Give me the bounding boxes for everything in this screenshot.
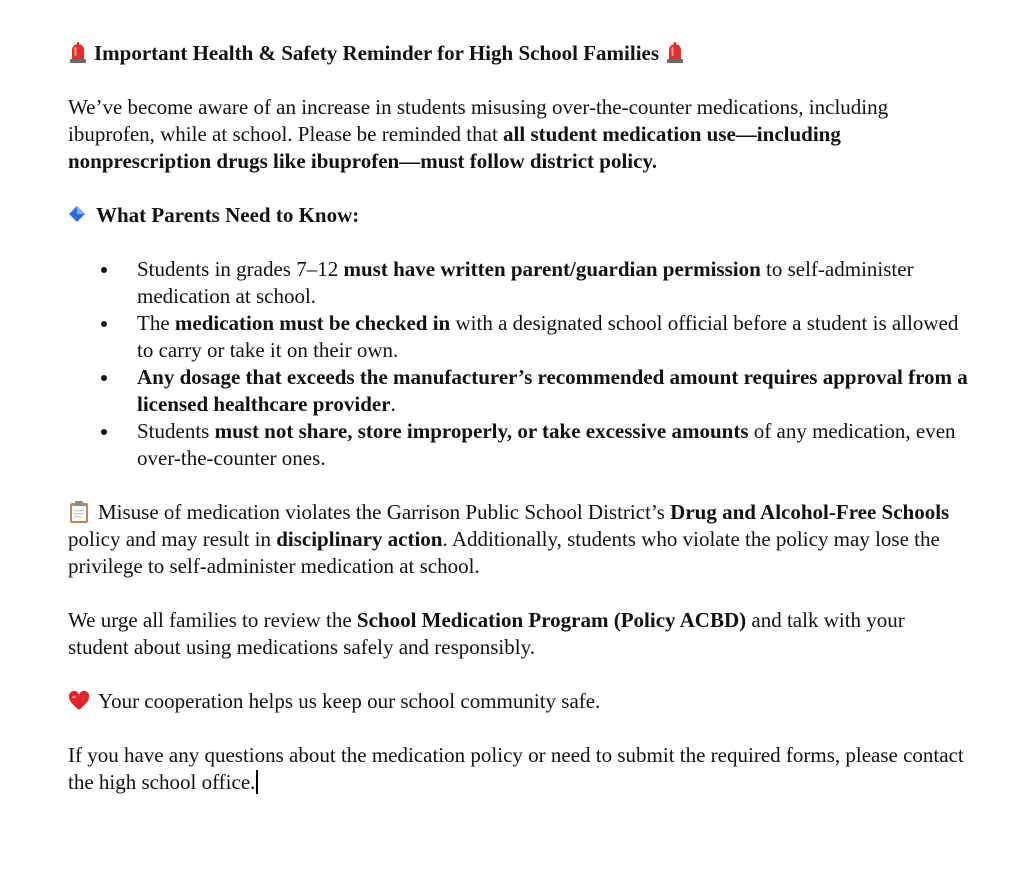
item-text: of any medication, even over-the-counter ones.: [137, 419, 956, 470]
bullet: [101, 321, 107, 327]
misuse-text: . Additionally, students who violate the policy may lose the privilege to self-administer medication at school.: [68, 527, 940, 579]
item-text: The: [137, 311, 175, 335]
misuse-text: Misuse of medication violates the Garrison Public School District’s: [98, 500, 671, 524]
disciplinary-emphasis: disciplinary action: [276, 527, 443, 552]
list-item: [68, 418, 968, 472]
intro-policy-emphasis: all student medication use—including nonprescription drugs like ibuprofen—must follow district policy.: [68, 122, 841, 173]
clipboard-icon: [68, 500, 90, 524]
urge-text: and talk with your student about using medications safely and responsibly.: [68, 608, 905, 660]
bullet: [101, 267, 107, 273]
list-item: [68, 364, 968, 418]
cooperation-line: [68, 688, 968, 715]
misuse-text: policy and may result in: [68, 527, 277, 552]
text-cursor: [256, 770, 258, 794]
list-item: [68, 256, 968, 310]
bullet: [101, 375, 107, 381]
intro-text: We’ve become aware of an increase in students misusing over-the-counter medications, including ibuprofen, while at school. Please be reminded that: [68, 95, 889, 146]
siren-icon: [68, 41, 88, 63]
page-title: Important Health & Safety Reminder for High School Families: [94, 41, 660, 65]
intro-paragraph: [68, 94, 968, 175]
item-emphasis: must not share, store improperly, or take excessive amounts: [214, 419, 749, 443]
policy-name-emphasis: Drug and Alcohol-Free Schools: [670, 500, 950, 524]
item-text: .: [390, 392, 396, 416]
item-emphasis: must have written parent/guardian permission: [343, 257, 761, 281]
title-line: [68, 40, 968, 67]
know-heading: What Parents Need to Know:: [96, 203, 360, 227]
item-text: Students in grades 7–12: [137, 257, 344, 281]
red-heart-icon: [68, 691, 90, 711]
siren-icon: [665, 41, 685, 63]
contact-paragraph: [68, 742, 968, 796]
urge-paragraph: [68, 607, 968, 661]
item-text: with a designated school official before a student is allowed to carry or take it on their own.: [137, 311, 959, 362]
misuse-paragraph: [68, 499, 968, 580]
list-item: [68, 310, 968, 364]
requirements-list: [68, 256, 968, 472]
item-emphasis: Any dosage that exceeds the manufacturer’s recommended amount requires approval from a licensed healthcare provider: [137, 365, 968, 416]
blue-diamond-icon: [68, 205, 86, 223]
program-emphasis: School Medication Program (Policy ACBD): [356, 608, 747, 633]
cooperation-text: Your cooperation helps us keep our school community safe.: [98, 689, 601, 714]
document-body[interactable]: [68, 40, 968, 823]
urge-text: We urge all families to review the: [68, 608, 357, 633]
item-emphasis: medication must be checked in: [174, 311, 451, 335]
bullet: [101, 429, 107, 435]
know-heading-line: [68, 202, 968, 229]
contact-text: If you have any questions about the medication policy or need to submit the required forms, please contact the high school office.: [68, 743, 964, 795]
item-text: to self-administer medication at school.: [137, 257, 914, 308]
item-text: Students: [137, 419, 215, 443]
